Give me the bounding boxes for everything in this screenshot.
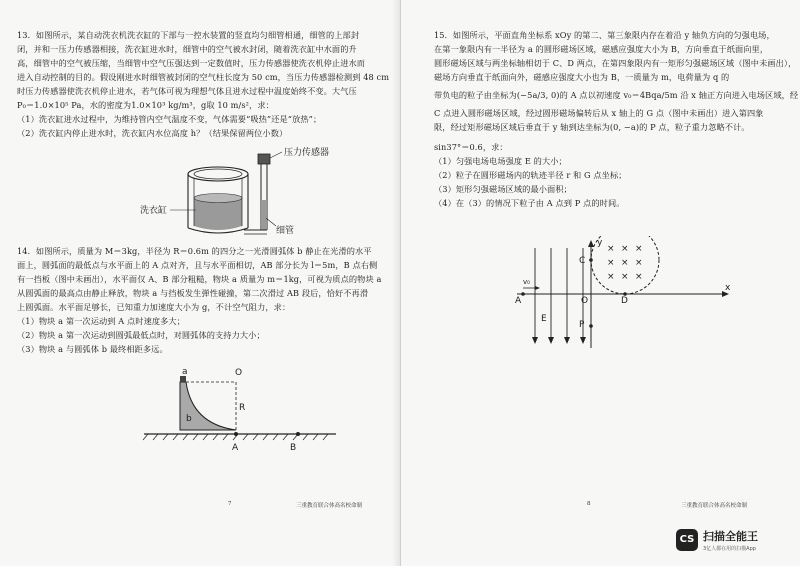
scanner-watermark xyxy=(676,528,796,558)
q13-sub2: （2）洗衣缸内停止进水时，洗衣缸内水位高度 h？（结果保留两位小数） xyxy=(17,128,288,138)
q13-line: 高，细管中的空气被压缩，当细管中空气压强达到一定数值时，压力传感器使洗衣机停止进水而 xyxy=(17,58,366,68)
right-page xyxy=(400,0,800,566)
v0-label: v₀ xyxy=(523,278,530,286)
q15-sub: （2）粒子在圆形磁场内的轨迹半径 r 和 G 点坐标； xyxy=(434,170,627,180)
svg-text:×: × xyxy=(635,244,643,254)
label-point-b: B xyxy=(290,443,297,453)
q13-line: 13．如图所示，某自动洗衣机洗衣缸的下部与一控水装置的竖直均匀细管相通，细管的上部封 xyxy=(17,30,360,40)
svg-text:×: × xyxy=(607,272,615,282)
page-footer: 三重教育联合体高名校命制 xyxy=(681,503,748,509)
q14-sub2: （2）物块 a 第一次运动到圆弧最低点时，对圆弧体的支持力大小； xyxy=(17,330,265,340)
scanner-logo: CS xyxy=(676,529,698,551)
svg-text:×: × xyxy=(635,272,643,282)
label-point-a: A xyxy=(232,443,239,453)
scanner-tagline: 3亿人都在用的扫描App xyxy=(703,546,756,552)
q14-line: 上圆弧面。水平面足够长，已知重力加速度大小为 g，不计空气阻力，求： xyxy=(17,302,291,312)
axis-y-label: y xyxy=(597,238,603,248)
page-footer: 三重教育联合体高名校命制 xyxy=(296,503,363,509)
svg-text:×: × xyxy=(621,272,629,282)
tub-label: 洗衣缸 xyxy=(140,206,168,216)
q15-sub: （4）在（3）的情况下粒子由 A 点到 P 点的时间。 xyxy=(434,198,625,208)
q15-line: 15．如图所示，平面直角坐标系 xOy 的第二、第三象限内存在着沿 y 轴负方向的匀强电场， xyxy=(434,30,775,40)
axis-x-label: x xyxy=(725,283,731,293)
q15-line: 带负电的粒子由坐标为(−5a/3, 0)的 A 点以初速度 v₀＝4Bqa/5m 沿 x 轴正方向进入电场区域，经 xyxy=(434,90,799,100)
q13-line: 进入自动控制的目的。假设刚进水时细管被封闭的空气柱长度为 50 cm，当压力传感器检测到 48 cm xyxy=(17,72,390,82)
tube-label: 细管 xyxy=(276,226,295,236)
q15-line: 圆形磁场区域与两坐标轴相切于 C、D 两点，在第四象限内有一矩形匀强磁场区域（图中未画出）， xyxy=(434,58,797,68)
q13-sub1: （1）洗衣缸进水过程中，为维持管内空气温度不变，气体需要“吸热”还是“放热”； xyxy=(17,114,322,124)
q15-line: 在第一象限内有一半径为 a 的圆形磁场区域，磁感应强度大小为 B，方向垂直于纸面向里， xyxy=(434,44,769,54)
label-r: R xyxy=(239,403,246,413)
field-e-label: E xyxy=(541,314,547,324)
q15-line: 磁场方向垂直于纸面向外，磁感应强度大小也为 B，一质量为 m，电荷量为 q 的 xyxy=(434,72,730,82)
q15-line: sin37°＝0.6，求： xyxy=(434,142,508,152)
svg-text:×: × xyxy=(621,244,629,254)
field-figure xyxy=(511,236,741,352)
q14-sub3: （3）物块 a 与圆弧体 b 最终相距多远。 xyxy=(17,344,168,354)
origin-label: O xyxy=(581,296,589,306)
point-c-label: C xyxy=(579,256,586,266)
svg-text:×: × xyxy=(621,258,629,268)
q15-line: 限，经过矩形磁场区域后垂直于 y 轴到达坐标为(0, −a)的 P 点，粒子重力忽略不计。 xyxy=(434,122,750,132)
q15-sub: （3）矩形匀强磁场区域的最小面积； xyxy=(434,184,572,194)
q15-text xyxy=(434,28,799,210)
q14-line: 有一挡板（图中未画出），水平面仅 A、B 部分粗糙，物块 a 质量为 m＝1kg，可视为质点的物块 a xyxy=(17,274,382,284)
scanner-name: 扫描全能王 xyxy=(703,530,758,543)
q14-text xyxy=(17,244,387,356)
q15-sub: （1）匀强电场电场强度 E 的大小； xyxy=(434,156,567,166)
point-p-label: P xyxy=(579,320,585,330)
q14-line: 面上，圆弧面的最低点与水平面上的 A 点对齐，且与水平面相切，AB 部分长为 l＝5m，B 点右侧 xyxy=(17,260,378,270)
svg-text:×: × xyxy=(635,258,643,268)
point-d-label: D xyxy=(621,296,628,306)
label-o: O xyxy=(235,368,243,378)
q14-line: 从圆弧面的最高点由静止释放，物块 a 与挡板发生弹性碰撞，第二次滑过 AB 段后，恰好不再滑 xyxy=(17,288,369,298)
page-number: 8 xyxy=(587,501,591,507)
sensor-label: 压力传感器 xyxy=(284,148,330,158)
q13-line: 闭，并和一压力传感器相接，洗衣缸进水时，细管中的空气被水封闭，随着洗衣缸中水面的升 xyxy=(17,44,357,54)
q14-sub1: （1）物块 a 第一次运动到 A 点时速度多大； xyxy=(17,316,186,326)
q15-line: C 点进入圆形磁场区域，经过圆形磁场偏转后从 x 轴上的 G 点（图中未画出）进入第四象 xyxy=(434,108,764,118)
q13-line: 时压力传感器使洗衣机停止进水，若气体可视为理想气体且进水过程中温度始终不变。大气压 xyxy=(17,86,357,96)
label-a: a xyxy=(182,367,188,377)
label-b: b xyxy=(186,414,192,424)
q13-line: P₀＝1.0×10⁵ Pa，水的密度为1.0×10³ kg/m³，g取 10 m/s²，求： xyxy=(17,100,274,110)
page-number: 7 xyxy=(228,501,232,507)
svg-text:×: × xyxy=(607,244,615,254)
arc-body-figure xyxy=(140,366,340,461)
q13-text xyxy=(17,28,390,140)
q14-line: 14．如图所示，质量为 M＝3kg，半径为 R＝0.6m 的四分之一光滑圆弧体 b 静止在光滑的水平 xyxy=(17,246,372,256)
svg-text:×: × xyxy=(607,258,615,268)
point-a-label: A xyxy=(515,296,522,306)
